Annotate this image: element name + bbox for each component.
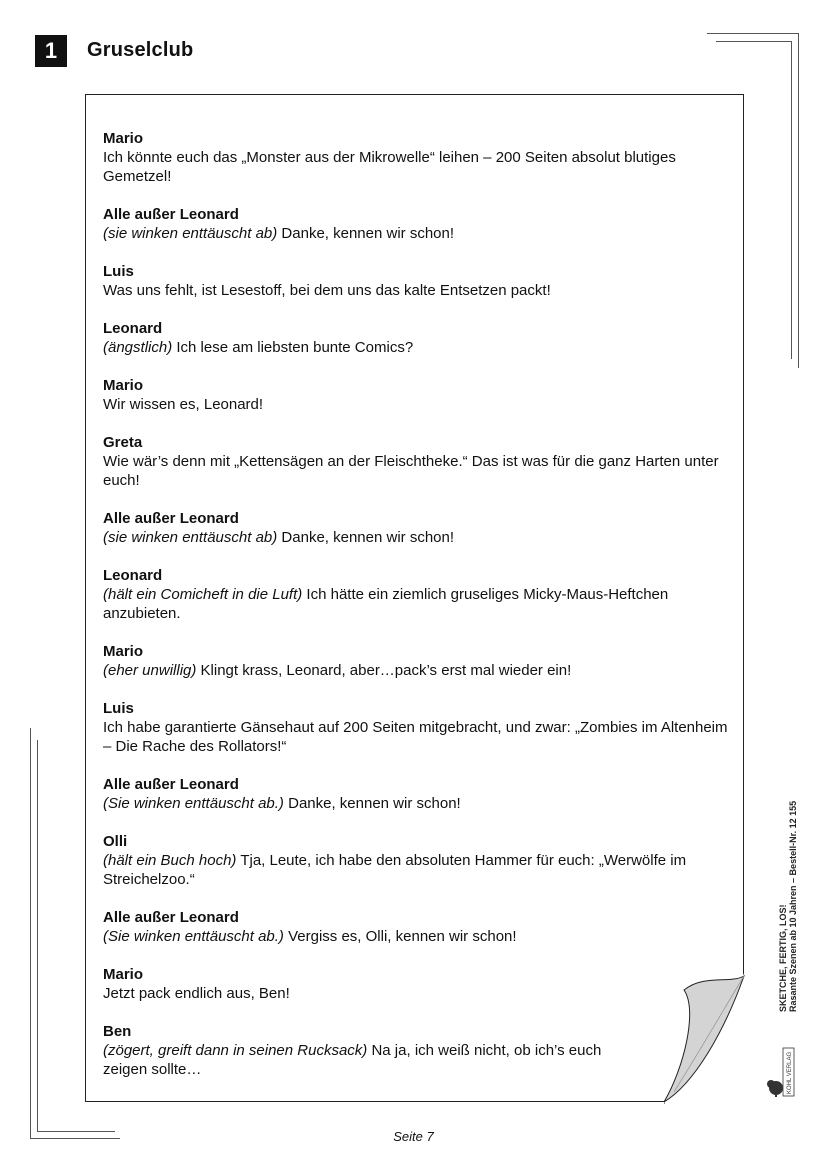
dialogue-text: Jetzt pack endlich aus, Ben! — [103, 985, 290, 1002]
frame-line-right — [798, 33, 799, 368]
dialogue-line — [103, 338, 733, 357]
frame-line-top-inner — [716, 41, 792, 42]
dialogue-line — [103, 851, 733, 889]
dialogue-text: Ich lese am liebsten bunte Comics? — [172, 339, 414, 356]
chapter-number: 1 — [35, 35, 67, 67]
dialogue-line — [103, 585, 733, 623]
stage-direction: (Sie winken enttäuscht ab.) — [103, 928, 284, 945]
stage-direction: (sie winken enttäuscht ab) — [103, 225, 278, 242]
speaker-name: Mario — [103, 130, 144, 147]
frame-line-left-inner — [37, 740, 38, 1132]
dialogue-text: Danke, kennen wir schon! — [283, 795, 461, 812]
dialogue-line — [103, 528, 733, 547]
dialogue-line — [103, 661, 733, 680]
speaker-name: Mario — [103, 643, 144, 660]
sidebar-series-title: SKETCHE, FERTIG, LOS! — [778, 904, 788, 1012]
script-entry — [103, 262, 733, 300]
dialogue-text: Ich könnte euch das „Monster aus der Mikrowelle“ leihen – 200 Seiten absolut blutiges Gemetzel! — [103, 149, 676, 185]
script-entry — [103, 509, 733, 547]
dialogue-line — [103, 1041, 643, 1079]
script-entry — [103, 832, 733, 889]
stage-direction: (ängstlich) — [103, 339, 173, 356]
dialogue-line — [103, 927, 733, 946]
dialogue-text: Danke, kennen wir schon! — [277, 225, 455, 242]
dialogue-line — [103, 984, 733, 1003]
dialogue-text: Vergiss es, Olli, kennen wir schon! — [283, 928, 517, 945]
speaker-name: Leonard — [103, 567, 163, 584]
script-entry — [103, 566, 733, 623]
dialogue-line — [103, 794, 733, 813]
frame-line-left — [30, 728, 31, 1139]
dialogue-text: Was uns fehlt, ist Lesestoff, bei dem uns das kalte Entsetzen packt! — [103, 282, 551, 299]
stage-direction: (zögert, greift dann in seinen Rucksack) — [103, 1042, 368, 1059]
dialogue-text: Danke, kennen wir schon! — [277, 529, 455, 546]
stage-direction: (hält ein Comicheft in die Luft) — [103, 586, 303, 603]
dialogue-text: Ich habe garantierte Gänsehaut auf 200 Seiten mitgebracht, und zwar: „Zombies im Altenheim – Die Rache des Rollators!“ — [103, 719, 728, 755]
script-entry — [103, 965, 733, 1003]
script-entry — [103, 775, 733, 813]
chapter-title: Gruselclub — [87, 39, 194, 61]
speaker-name: Mario — [103, 966, 144, 983]
tree-logo-icon — [765, 1038, 795, 1098]
script-entry — [103, 433, 733, 490]
speaker-name: Alle außer Leonard — [103, 206, 239, 223]
speaker-name: Greta — [103, 434, 143, 451]
speaker-name: Leonard — [103, 320, 163, 337]
logo-text: KOHL VERLAG — [787, 1051, 793, 1094]
dialogue-text: Na ja, ich weiß nicht, ob ich’s euch zeigen sollte… — [103, 1042, 602, 1078]
stage-direction: (sie winken enttäuscht ab) — [103, 529, 278, 546]
dialogue-text: Klingt krass, Leonard, aber…pack’s erst mal wieder ein! — [196, 662, 572, 679]
script-entry — [103, 376, 733, 414]
page-number: Seite 7 — [393, 1129, 434, 1144]
script-entry — [103, 699, 733, 756]
speaker-name: Olli — [103, 833, 128, 850]
sidebar-order-info: Rasante Szenen ab 10 Jahren – Bestell-Nr. 12 155 — [788, 800, 798, 1012]
script-entry — [103, 908, 733, 946]
frame-line-right-inner — [791, 41, 792, 359]
dialogue-line — [103, 718, 733, 756]
publisher-sidebar — [778, 801, 798, 1012]
speaker-name: Alle außer Leonard — [103, 510, 239, 527]
speaker-name: Alle außer Leonard — [103, 909, 239, 926]
script-content — [103, 129, 733, 1098]
speaker-name: Luis — [103, 263, 134, 280]
dialogue-text: Wie wär’s denn mit „Kettensägen an der Fleischtheke.“ Das ist was für die ganz Harten unter euch! — [103, 453, 719, 489]
dialogue-line — [103, 148, 733, 186]
dialogue-text: Tja, Leute, ich habe den absoluten Hammer für euch: „Werwölfe im Streichelzoo.“ — [103, 852, 687, 888]
dialogue-text: Ich hätte ein ziemlich gruseliges Micky-Maus-Heftchen anzubieten. — [103, 586, 669, 622]
frame-line-top — [707, 33, 799, 34]
stage-direction: (hält ein Buch hoch) — [103, 852, 237, 869]
script-entry — [103, 1022, 643, 1079]
script-entry — [103, 129, 733, 186]
script-entry — [103, 319, 733, 357]
script-entry — [103, 642, 733, 680]
dialogue-text: Wir wissen es, Leonard! — [103, 396, 264, 413]
speaker-name: Mario — [103, 377, 144, 394]
dialogue-line — [103, 452, 733, 490]
stage-direction: (eher unwillig) — [103, 662, 197, 679]
dialogue-line — [103, 224, 733, 243]
dialogue-line — [103, 395, 733, 414]
speaker-name: Alle außer Leonard — [103, 776, 239, 793]
dialogue-line — [103, 281, 733, 300]
stage-direction: (Sie winken enttäuscht ab.) — [103, 795, 284, 812]
script-entry — [103, 205, 733, 243]
speaker-name: Ben — [103, 1023, 132, 1040]
speaker-name: Luis — [103, 700, 134, 717]
